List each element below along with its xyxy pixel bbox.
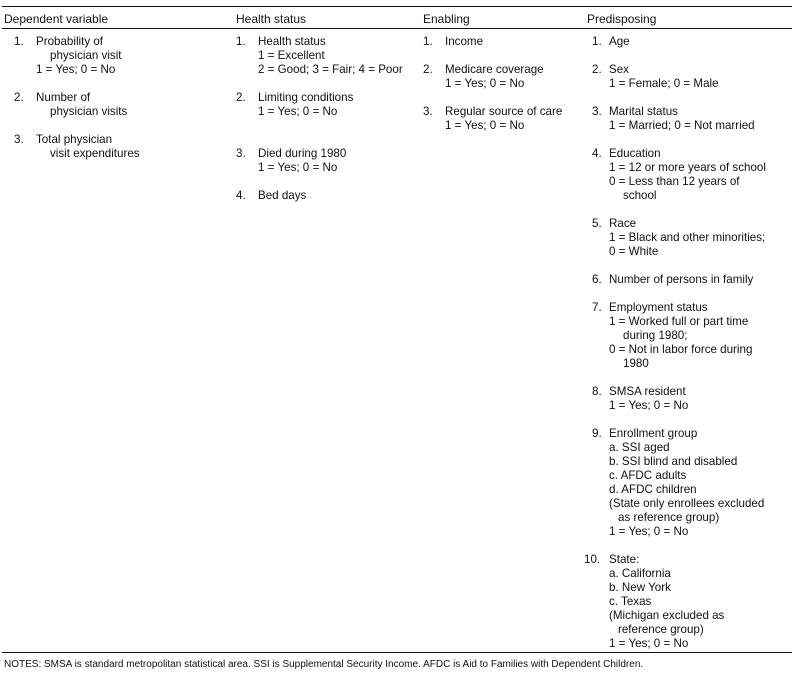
item-coding: 0 = White [609, 245, 659, 258]
header-enabling: Enabling [423, 12, 470, 26]
table-notes: NOTES: SMSA is standard metropolitan statistical area. SSI is Supplemental Security Income. AFDC is Aid to Families with Dependent Children. [4, 659, 644, 670]
item-coding-cont: 1980 [623, 357, 649, 370]
item-label: Marital status [609, 105, 678, 118]
item-subitem: c. Texas [609, 595, 652, 608]
item-note-cont: as reference group) [618, 511, 720, 524]
item-coding: 1 = Yes; 0 = No [36, 63, 116, 76]
item-number: 2. [236, 91, 246, 104]
header-predisposing: Predisposing [587, 12, 657, 26]
health-item-1 [236, 35, 418, 77]
top-rule [2, 6, 792, 7]
item-subitem: b. SSI blind and disabled [609, 455, 738, 468]
item-number: 9. [592, 427, 602, 440]
dependent-item-3 [14, 133, 229, 161]
item-coding: 1 = Female; 0 = Male [609, 77, 719, 90]
item-coding: 1 = Married; 0 = Not married [609, 119, 755, 132]
predisposing-item-3 [587, 105, 795, 133]
item-number: 4. [236, 189, 246, 202]
item-label: Race [609, 217, 637, 230]
item-label: Age [609, 35, 630, 48]
item-number: 2. [592, 63, 602, 76]
item-label: Number of [36, 91, 91, 104]
item-label: Education [609, 147, 661, 160]
item-coding: 1 = Yes; 0 = No [258, 105, 338, 118]
dependent-column [14, 35, 229, 175]
item-label: Total physician [36, 133, 113, 146]
dependent-item-2 [14, 91, 229, 119]
item-label: Sex [609, 63, 629, 76]
item-coding: 1 = Yes; 0 = No [609, 525, 689, 538]
item-label: Bed days [258, 189, 307, 202]
header-dependent-variable: Dependent variable [4, 12, 109, 26]
item-number: 1. [423, 35, 433, 48]
item-coding: 1 = Yes; 0 = No [445, 119, 525, 132]
health-status-column [236, 35, 418, 217]
predisposing-item-8 [587, 385, 795, 413]
item-number: 2. [423, 63, 433, 76]
item-subitem: d. AFDC children [609, 483, 697, 496]
item-subitem: a. California [609, 567, 671, 580]
predisposing-item-1 [587, 35, 795, 49]
item-label-cont: physician visits [50, 105, 128, 118]
item-number: 8. [592, 385, 602, 398]
item-label: Number of persons in family [609, 273, 754, 286]
header-health-status: Health status [236, 12, 307, 26]
item-number: 7. [592, 301, 602, 314]
item-label-cont: physician visit [50, 49, 122, 62]
item-coding: 1 = 12 or more years of school [609, 161, 766, 174]
item-coding-cont: during 1980; [623, 329, 688, 342]
item-number: 6. [592, 273, 602, 286]
item-coding: 1 = Yes; 0 = No [609, 399, 689, 412]
item-number: 3. [236, 147, 246, 160]
item-coding: 1 = Yes; 0 = No [445, 77, 525, 90]
item-number: 1. [236, 35, 246, 48]
bottom-rule [2, 652, 792, 653]
item-coding: 0 = Not in labor force during [609, 343, 753, 356]
item-number: 10. [584, 553, 601, 566]
enabling-item-2 [423, 63, 583, 91]
predisposing-item-7 [587, 301, 795, 371]
item-note: (State only enrollees excluded [609, 497, 765, 510]
item-coding: 1 = Yes; 0 = No [258, 161, 338, 174]
item-coding: 2 = Good; 3 = Fair; 4 = Poor [258, 63, 403, 76]
predisposing-column [584, 35, 795, 665]
item-label: Enrollment group [609, 427, 698, 440]
item-coding: 1 = Worked full or part time [609, 315, 749, 328]
item-label: Regular source of care [445, 105, 563, 118]
item-coding: 1 = Yes; 0 = No [609, 637, 689, 650]
item-label: Probability of [36, 35, 104, 48]
item-subitem: c. AFDC adults [609, 469, 687, 482]
item-label: Limiting conditions [258, 91, 354, 104]
item-number: 4. [592, 147, 602, 160]
predisposing-item-5 [587, 217, 795, 259]
item-number: 3. [423, 105, 433, 118]
health-item-4 [236, 189, 418, 203]
predisposing-item-9 [587, 427, 795, 539]
predisposing-item-10 [584, 553, 795, 651]
item-number: 3. [592, 105, 602, 118]
item-label: Health status [258, 35, 326, 48]
item-coding: 0 = Less than 12 years of [609, 175, 740, 188]
health-item-3 [236, 147, 418, 175]
item-subitem: b. New York [609, 581, 671, 594]
item-coding-cont: school [623, 189, 657, 202]
predisposing-item-6 [587, 273, 795, 287]
item-note: (Michigan excluded as [609, 609, 725, 622]
enabling-column [423, 35, 583, 147]
item-subitem: a. SSI aged [609, 441, 670, 454]
item-number: 2. [14, 91, 24, 104]
item-number: 5. [592, 217, 602, 230]
predisposing-item-2 [587, 63, 795, 91]
item-label: Medicare coverage [445, 63, 544, 76]
item-coding: 1 = Black and other minorities; [609, 231, 766, 244]
item-number: 3. [14, 133, 24, 146]
item-number: 1. [14, 35, 24, 48]
item-note-cont: reference group) [618, 623, 704, 636]
item-label-cont: visit expenditures [50, 147, 140, 160]
item-label: SMSA resident [609, 385, 686, 398]
item-label: Died during 1980 [258, 147, 347, 160]
enabling-item-1 [423, 35, 583, 49]
enabling-item-3 [423, 105, 583, 133]
health-item-2 [236, 91, 418, 119]
dependent-item-1 [14, 35, 229, 77]
header-rule [2, 28, 792, 29]
item-label: State: [609, 553, 640, 566]
item-label: Income [445, 35, 484, 48]
predisposing-item-4 [587, 147, 795, 203]
item-label: Employment status [609, 301, 708, 314]
item-number: 1. [592, 35, 602, 48]
item-coding: 1 = Excellent [258, 49, 325, 62]
